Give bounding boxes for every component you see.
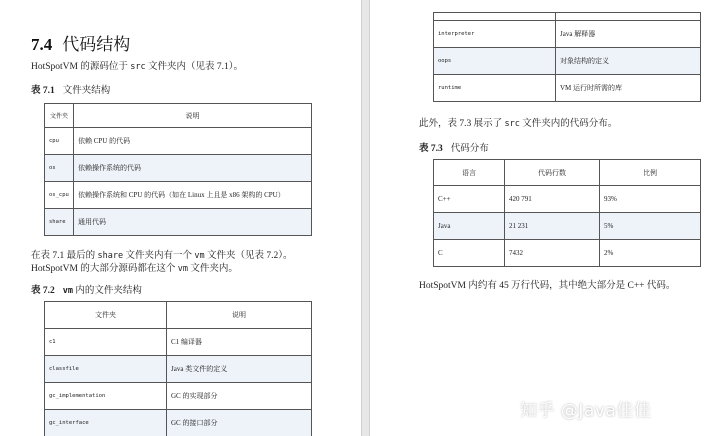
table-row [45,410,312,436]
table2 [44,301,312,436]
header-cell: 说明 [167,302,312,329]
inline-code: src [130,62,146,72]
description-cell: 通用代码 [74,209,312,236]
table-row [434,186,701,213]
paragraph-3 [419,118,617,131]
text: HotSpotVM 的大部分源码都在这个 [31,264,178,274]
table-row [45,209,312,236]
inline-code: src [504,119,520,129]
table-row [434,48,701,75]
header-cell: 文件夹 [45,104,74,128]
folder-cell: gc_implementation [45,383,167,410]
text: 文件夹内的代码分布。 [519,119,618,129]
paragraph-2-line-2 [31,263,293,276]
table2-title: 内的文件夹结构 [73,286,142,296]
inline-code: vm [177,264,188,274]
table-header-row [45,302,312,329]
language-cell: Java [434,213,505,240]
folder-cell: cpu [45,128,74,155]
right-page [370,0,720,436]
lines-cell: 7432 [505,240,600,267]
empty-cell [434,13,556,21]
folder-cell: oops [434,48,556,75]
inline-code: vm [194,251,205,261]
page-divider [361,0,370,436]
table2-label: 表 7.2 [31,286,55,296]
table3 [433,159,701,267]
paragraph-4: HotSpotVM 内约有 45 万行代码，其中绝大部分是 C++ 代码。 [419,281,676,291]
table2-title-code: vm [62,286,74,296]
table-row [45,128,312,155]
folder-cell: os_cpu [45,182,74,209]
text: 文件夹内。 [187,264,238,274]
description-cell: 对象结构的定义 [556,48,701,75]
table3-title: 代码分布 [450,144,489,154]
header-cell: 文件夹 [45,302,167,329]
table1-caption [31,82,110,96]
intro-text: HotSpotVM 的源码位于 [31,62,131,72]
description-cell: 依赖 CPU 的代码 [74,128,312,155]
lines-cell: 420 791 [505,186,600,213]
table-row [434,75,701,102]
table1 [44,103,312,236]
section-number: 7.4 [31,35,53,54]
folder-cell: gc_interface [45,410,167,436]
section-title: 代码结构 [62,35,131,54]
table-row [45,383,312,410]
table-header-row [434,160,701,186]
header-cell: 代码行数 [505,160,600,186]
paragraph-2 [31,250,293,276]
folder-cell: c1 [45,329,167,356]
text: 此外，表 7.3 展示了 [419,119,505,129]
inline-code: share [97,251,124,261]
description-cell: GC 的实现部分 [167,383,312,410]
paragraph-2-line-1 [31,250,293,263]
language-cell: C++ [434,186,505,213]
header-cell: 说明 [74,104,312,128]
header-cell: 语言 [434,160,505,186]
ratio-cell: 2% [600,240,701,267]
ratio-cell: 5% [600,213,701,240]
folder-cell: runtime [434,75,556,102]
table-row [45,182,312,209]
table-row [434,21,701,48]
table-row [45,155,312,182]
table-row [434,213,701,240]
table1-title: 文件夹结构 [62,86,111,96]
table3-caption [419,140,489,154]
table3-label: 表 7.3 [419,144,443,154]
watermark: 知乎 @Java佳佳 [520,401,652,421]
lines-cell: 21 231 [505,213,600,240]
table-row [45,356,312,383]
text: 文件夹内有一个 [123,251,195,261]
description-cell: VM 运行时所需的库 [556,75,701,102]
table-header-row [45,104,312,128]
ratio-cell: 93% [600,186,701,213]
table2-caption [31,282,142,296]
description-cell: Java 解释器 [556,21,701,48]
section-heading [31,30,130,55]
language-cell: C [434,240,505,267]
description-cell: 依赖操作系统和 CPU 的代码（如在 Linux 上且是 x86 架构的 CPU） [74,182,312,209]
table-row [434,240,701,267]
table2-continued [433,12,701,102]
table-row [45,329,312,356]
header-cell: 比例 [600,160,701,186]
description-cell: Java 类文件的定义 [167,356,312,383]
folder-cell: os [45,155,74,182]
folder-cell: classfile [45,356,167,383]
text: 文件夹（见表 7.2）。 [204,251,293,261]
intro-paragraph [31,61,243,74]
table1-label: 表 7.1 [31,86,55,96]
description-cell: 依赖操作系统的代码 [74,155,312,182]
description-cell: GC 的接口部分 [167,410,312,436]
table-row-cut [434,13,701,21]
intro-text-end: 文件夹内（见表 7.1）。 [145,62,243,72]
folder-cell: share [45,209,74,236]
description-cell: C1 编译器 [167,329,312,356]
empty-cell [556,13,701,21]
text: 在表 7.1 最后的 [31,251,98,261]
folder-cell: interpreter [434,21,556,48]
